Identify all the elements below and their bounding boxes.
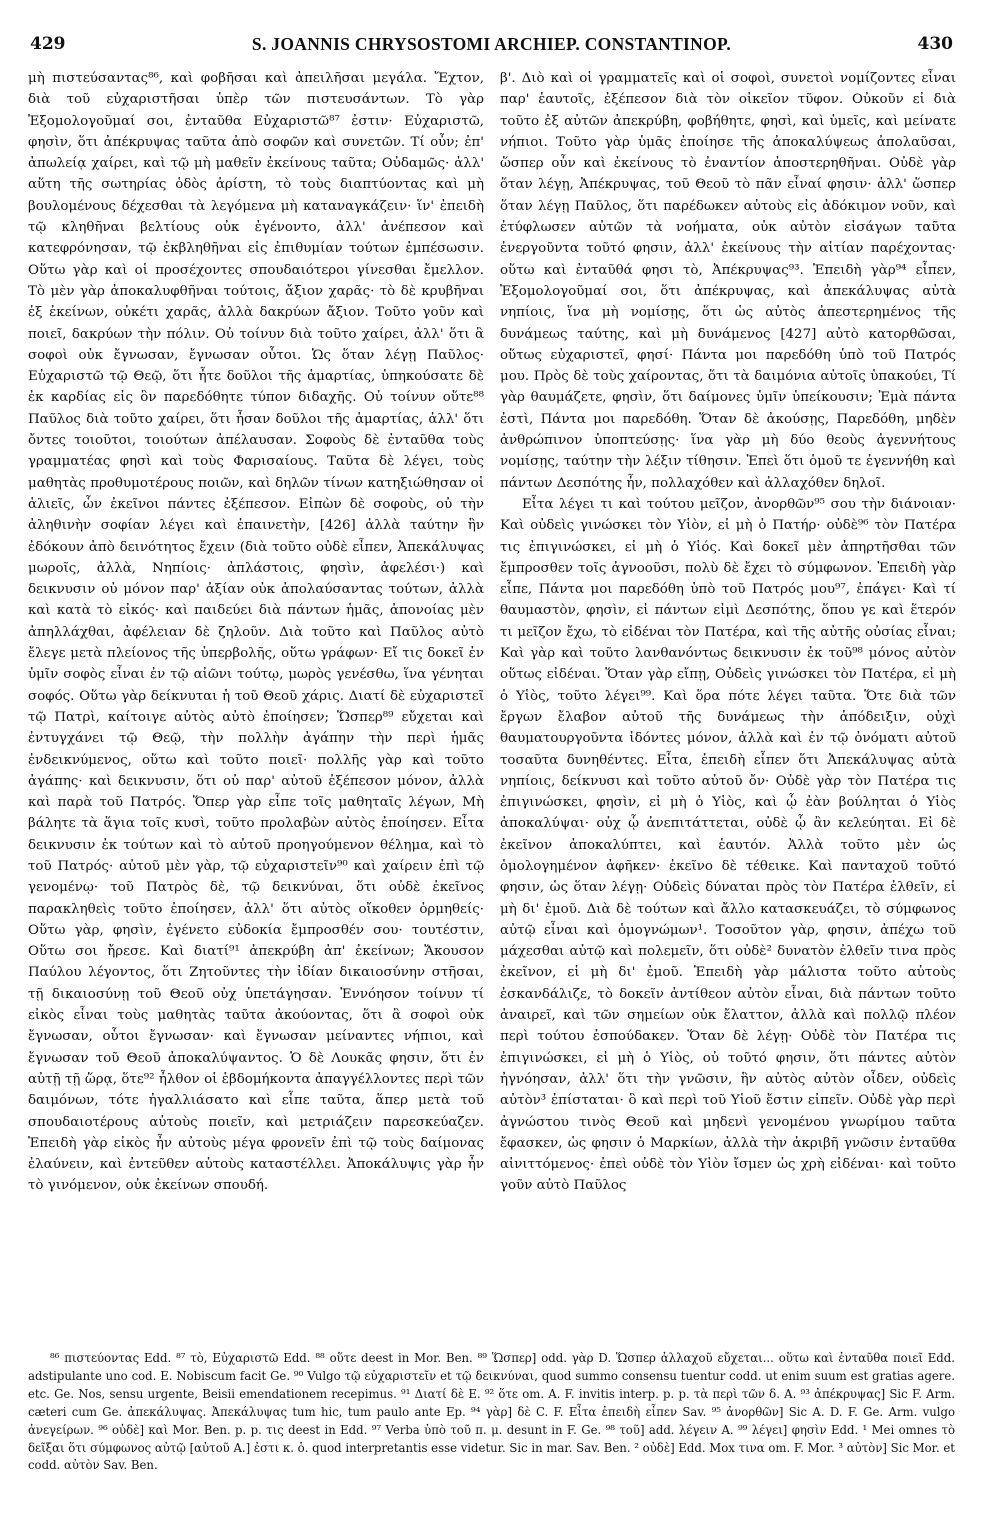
page-number-left: 429 <box>30 34 66 54</box>
page-number-right: 430 <box>917 34 953 54</box>
running-header <box>26 34 957 58</box>
paragraph: μὴ πιστεύσαντας⁸⁶, καὶ φοβῆσαι καὶ ἀπειλῆσαι μεγάλα. Ἔχτον, διὰ τοῦ εὐχαριστῆσαι ὑπὲρ τῶν πιστευσάντων. Τὸ γὰρ Ἐξομολογοῦμαί σοι, ἐνταῦθα Εὐχαριστῶ⁸⁷ ἐστιν· Εὐχαριστῶ, φησὶν, ὅτι ἀπέκρυψας ταῦτα ἀπὸ σοφῶν καὶ συνετῶν. Τί οὖν; ἐπ' ἀπωλείᾳ χαίρει, καὶ τῷ μὴ μαθεῖν ἐκείνους ταῦτα; Οὐδαμῶς· ἀλλ' αὕτη τῆς σωτηρίας ὁδὸς ἀρίστη, τὸ τοὺς διαπτύοντας καὶ μὴ βουλομένους δέχεσθαι τὰ λεγόμενα μὴ καταναγκάζειν· ἵν' ἐπειδὴ τῷ κληθῆναι βελτίους οὐκ ἐγένοντο, ἀλλ' ἀνέπεσον καὶ κατεφρόνησαν, τῷ ἐκβληθῆναι εἰς ἐπιθυμίαν τούτων ἐμπέσωσιν. Οὕτω γὰρ καὶ οἱ προσέχοντες σπουδαιότεροι γίνεσθαι ἔμελλον. Τὸ μὲν γὰρ ἀποκαλυφθῆναι τούτοις, ἄξιον χαρᾶς· τὸ δὲ κρυβῆναι ἐξ ἐκείνων, οὐκέτι χαρᾶς, ἀλλὰ δακρύων ἄξιον. Τοῦτο γοῦν καὶ ποιεῖ, δακρύων τὴν πόλιν. Οὐ τοίνυν διὰ τοῦτο χαίρει, ἀλλ' ὅτι ἃ σοφοὶ οὐκ ἔγνωσαν, ἔγνωσαν οὗτοι. Ὡς ὅταν λέγῃ Παῦλος· Εὐχαριστῶ τῷ Θεῷ, ὅτι ἦτε δοῦλοι τῆς ἁμαρτίας, ὑπηκούσατε δὲ ἐκ καρδίας εἰς ὃν παρεδόθητε τύπον διδαχῆς. Οὐ τοίνυν οὕτε⁸⁸ Παῦλος διὰ τοῦτο χαίρει, ὅτι ἦσαν δοῦλοι τῆς ἁμαρτίας, ἀλλ' ὅτι ὄντες τοιοῦτοι, τοιούτων ἀπέλαυσαν. Σοφοὺς δὲ ἐνταῦθα τοὺς γραμματέας φησὶ καὶ τοὺς Φαρισαίους. Ταῦτα δὲ λέγει, τοὺς μαθητὰς προθυμοτέρους ποιῶν, καὶ δηλῶν τίνων κατηξιώθησαν οἱ ἁλιεῖς, ὧν ἐκεῖνοι πάντες ἐξέπεσον. Εἰπὼν δὲ σοφοὺς, οὐ τὴν ἀληθινὴν σοφίαν λέγει καὶ ἐπαινετὴν, [426] ἀλλὰ ταύτην ἣν ἐδόκουν ἀπὸ δεινότητος ἔχειν (διὰ τοῦτο οὐδὲ εἶπεν, Ἀπεκάλυψας μωροῖς, ἀλλὰ, Νηπίοις· ἀπλάστοις, φησὶν, ἀφελέσι·) καὶ δεικνυσιν οὐ μόνον παρ' ἀξίαν οὐκ ἀπολαύσαντας τούτων, ἀλλὰ καὶ κατὰ τὸ εἰκός· καὶ παιδεύει διὰ πάντων ἡμᾶς, ἀπονοίας μὲν ἀπηλλάχθαι, ἀφέλειαν δὲ ζηλοῦν. Διὰ τοῦτο καὶ Παῦλος αὐτὸ ἔλεγε μετὰ πλείονος τῆς ὑπερβολῆς, οὕτω γράφων· Εἴ τις δοκεῖ ἐν ὑμῖν σοφὸς εἶναι ἐν τῷ αἰῶνι τούτῳ, μωρὸς γενέσθω, ἵνα γένηται σοφός. Οὕτω γὰρ δείκνυται ἡ τοῦ Θεοῦ χάρις. Διατί δὲ εὐχαριστεῖ τῷ Πατρὶ, καίτοιγε αὐτὸς αὐτὸ ἐποίησεν; Ὥσπερ⁸⁹ εὔχεται καὶ ἐντυγχάνει τῷ Θεῷ, τὴν πολλὴν ἀγάπην τὴν περὶ ἡμᾶς ἐνδεικνύμενος, οὕτω καὶ τοῦτο ποιεῖ· πολλῆς γὰρ καὶ τοῦτο ἀγάπης· καὶ δεικνυσιν, ὅτι οὐ παρ' αὐτοῦ ἐξέπεσον μόνον, ἀλλὰ καὶ παρὰ τοῦ Πατρός. Ὅπερ γὰρ εἶπε τοῖς μαθηταῖς λέγων, Μὴ βάλητε τὰ ἅγια τοῖς κυσὶ, τοῦτο προλαβὼν αὐτὸς ἐποίησεν. Εἶτα δεικνυσιν ἐκ τούτων καὶ τὸ αὐτοῦ προηγούμενον θέλημα, καὶ τὸ τοῦ Πατρός· αὐτοῦ μὲν γὰρ, τῷ εὐχαριστεῖν⁹⁰ καὶ χαίρειν ἐπὶ τῷ γενομένῳ· τοῦ Πατρὸς δὲ, τῷ δεικνύναι, ὅτι οὐδὲ ἐκεῖνος παρακληθεὶς τοῦτο ἐποίησεν, ἀλλ' ὅτι αὐτὸς οἴκοθεν ὁρμηθείς· Οὕτω γὰρ, φησὶν, ἐγένετο εὐδοκία ἔμπροσθέν σου· τουτέστιν, Οὕτω σοι ἤρεσε. Καὶ διατί⁹¹ ἀπεκρύβη ἀπ' ἐκείνων; Ἄκουσον Παύλου λέγοντος, ὅτι Ζητοῦντες τὴν ἰδίαν δικαιοσύνην στῆσαι, τῇ δικαιοσύνῃ τοῦ Θεοῦ οὐχ ὑπετάγησαν. Ἐννόησον τοίνυν τί εἰκὸς εἶναι τοὺς μαθητὰς ταῦτα ἀκούοντας, ὅτι ἃ σοφοὶ οὐκ ἔγνωσαν, οὗτοι ἔγνωσαν· καὶ ἔγνωσαν μείναντες νήπιοι, καὶ ἔγνωσαν τοῦ Θεοῦ ἀποκαλύψαντος. Ὁ δὲ Λουκᾶς φησιν, ὅτι ἐν αὐτῇ τῇ ὥρᾳ, ὅτε⁹² ἦλθον οἱ ἑβδομήκοντα ἀπαγγέλλοντες περὶ τῶν δαιμόνων, τότε ἠγαλλιάσατο καὶ εἶπε ταῦτα, ἅπερ μετὰ τοῦ σπουδαιοτέρους αὐτοὺς ποιεῖν, καὶ μετριάζειν παρεσκεύαζεν. Ἐπειδὴ γὰρ εἰκὸς ἦν αὐτοὺς μέγα φρονεῖν ἐπὶ τῷ τοὺς δαίμονας ἐλαύνειν, καὶ ἐντεῦθεν αὐτοὺς καταστέλλει. Ἀποκάλυψις γὰρ ἦν τὸ γινόμενον, οὐκ ἐκείνων σπουδή. <box>28 71 484 1194</box>
footnote-block: ⁸⁶ πιστεύοντας Edd. ⁸⁷ τὸ, Εὐχαριστῶ Edd. ⁸⁸ οὕτε deest in Mor. Ben. ⁸⁹ Ὥσπερ] odd. γὰρ D. Ὥσπερ ἀλλαχοῦ εὔχεται... οὕτω καὶ ἐνταῦθα ποιεῖ Edd. adstipulante uno cod. E. Nobiscum facit Ge. ⁹⁰ Vulgo τῷ εὐχαριστεῖν et τῷ δεικνύναι, quod summo consensu tuentur codd. ut enim suum est gratias agere. etc. Ge. Nos, sensu urgente, Beisii emendationem recepimus. ⁹¹ Διατί δὲ E. ⁹² ὅτε om. A. F. invitis interp. p. p. τὰ περὶ τῶν δ. A. ⁹³ ἀπέκρυψας] Sic F. Arm. cæteri cum Ge. ἀπεκάλυψας. Ἀπεκάλυψας tum hic, tum paulo ante Ep. ⁹⁴ γὰρ] δὲ C. F. Εἶτα ἐπειδὴ εἶπεν Sav. ⁹⁵ ἀνορθῶν] Sic A. D. F. Ge. Arm. vulgo ἀνεγείρων. ⁹⁶ οὐδὲ] καὶ Mor. Ben. p. p. τις deest in Edd. ⁹⁷ Verba ὑπὸ τοῦ π. μ. desunt in F. Ge. ⁹⁸ τοῦ] add. λέγειν A. ⁹⁹ λέγει] φησὶν Edd. ¹ Mei omnes τὸ δεῖξαι ὅτι σύμφωνος αὐτῷ [αὐτοῦ A.] ἐστι κ. ὁ. quod interpretantis esse videtur. Sic in mar. Sav. Ben. ² οὐδὲ] Edd. Mox τινα om. F. Mor. ³ αὐτὸν] Sic Mor. et codd. αὐτὸν Sav. Ben. <box>28 1351 955 1473</box>
footnotes <box>28 1350 955 1530</box>
paragraph: Εἶτα λέγει τι καὶ τούτου μεῖζον, ἀνορθῶν⁹⁵ σου τὴν διάνοιαν· Καὶ οὐδεὶς γινώσκει τὸν Υἱὸν, εἰ μὴ ὁ Πατήρ· οὐδὲ⁹⁶ τὸν Πατέρα τις ἐπιγινώσκει, εἰ μὴ ὁ Υἱός. Καὶ δοκεῖ μὲν ἀπηρτῆσθαι τῶν ἔμπροσθεν τοῖς ἀγνοοῦσι, πολὺ δὲ ἔχει τὸ σύμφωνον. Ἐπειδὴ γὰρ εἶπε, Πάντα μοι παρεδόθη ὑπὸ τοῦ Πατρός μου⁹⁷, ἐπάγει· Καὶ τί θαυμαστὸν, φησὶν, εἰ πάντων εἰμὶ Δεσπότης, ὅπου γε καὶ ἕτερόν τι μεῖζον ἔχω, τὸ εἰδέναι τὸν Πατέρα, καὶ τῆς αὐτῆς οὐσίας εἶναι; Καὶ γὰρ καὶ τοῦτο λανθανόντως δεικνυσιν ἐκ τοῦ⁹⁸ μόνος αὐτὸν οὕτως εἰδέναι. Ὅταν γὰρ εἴπῃ, Οὐδεὶς γινώσκει τὸν Πατέρα, εἰ μὴ ὁ Υἱὸς, τοῦτο λέγει⁹⁹. Καὶ ὅρα πότε λέγει ταῦτα. Ὅτε διὰ τῶν ἔργων ἔλαβον αὐτοῦ τῆς δυνάμεως τὴν ἀπόδειξιν, οὐχὶ θαυματουργοῦντα ἰδόντες μόνον, ἀλλὰ καὶ ἐν τῷ ὀνόματι αὐτοῦ τοσαῦτα δυνηθέντες. Εἶτα, ἐπειδὴ εἶπεν ὅτι Ἀπεκάλυψας αὐτὰ νηπίοις, δείκνυσι καὶ τοῦτο αὐτοῦ ὄν· Οὐδὲ γὰρ τὸν Πατέρα τις ἐπιγινώσκει, φησὶν, εἰ μὴ ὁ Υἱὸς, καὶ ᾧ ἐὰν βούληται ὁ Υἱὸς ἀποκαλύψαι· οὐχ ᾧ ἀνεπιτάττεται, οὐδὲ ᾧ ἂν κελεύηται. Εἰ δὲ ἐκεῖνον ἀποκαλύπτει, καὶ ἑαυτόν. Ἀλλὰ τοῦτο μὲν ὡς ὁμολογημένον ἀφῆκεν· ἐκεῖνο δὲ τέθεικε. Καὶ πανταχοῦ τοῦτό φησιν, ὡς ὅταν λέγῃ· Οὐδεὶς δύναται πρὸς τὸν Πατέρα ἐλθεῖν, εἰ μὴ δι' ἐμοῦ. Διὰ δὲ τούτων καὶ ἄλλο κατασκευάζει, τὸ σύμφωνος αὐτῷ εἶναι καὶ ὁμογνώμων¹. Τοσοῦτον γὰρ, φησιν, ἀπέχω τοῦ μάχεσθαι αὐτῷ καὶ πολεμεῖν, ὅτι οὐδὲ² δυνατὸν ἐλθεῖν τινα πρὸς ἐκεῖνον, εἰ μὴ δι' ἐμοῦ. Ἐπειδὴ γὰρ μάλιστα τοῦτο αὐτοὺς ἐσκανδάλιζε, τὸ δοκεῖν ἀντίθεον αὐτὸν εἶναι, διὰ πάντων τοῦτο ἀναιρεῖ, καὶ τῶν σημείων οὐκ ἔλαττον, ἀλλὰ καὶ πολλῷ πλέον περὶ τούτου ἐσπούδακεν. Ὅταν δὲ λέγῃ· Οὐδὲ τὸν Πατέρα τις ἐπιγινώσκει, εἰ μὴ ὁ Υἱὸς, οὐ τοῦτό φησιν, ὅτι πάντες αὐτὸν ἠγνόησαν, ἀλλ' ὅτι τὴν γνῶσιν, ἣν αὐτὸς αὐτὸν οἶδεν, οὐδεὶς αὐτὸν³ ἐπίσταται· ὃ καὶ περὶ τοῦ Υἱοῦ ἔστιν εἰπεῖν. Οὐδὲ γὰρ περὶ ἀγνώστου τινὸς Θεοῦ καὶ μηδενὶ γενομένου γνωρίμου ταῦτα ἔφασκεν, ὡς φησιν ὁ Μαρκίων, ἀλλὰ τὴν ἀκριβῆ γνῶσιν ἐνταῦθα αἰνιττόμενος· ἐπεὶ οὐδὲ τὸν Υἱὸν ἴσμεν ὡς χρὴ εἰδέναι· καὶ τοῦτο γοῦν αὐτὸ Παῦλος <box>500 496 956 1194</box>
paragraph: β'. Διὸ καὶ οἱ γραμματεῖς καὶ οἱ σοφοὶ, συνετοὶ νομίζοντες εἶναι παρ' ἑαυτοῖς, ἐξέπεσον διὰ τὸν οἰκεῖον τῦφον. Οὐκοῦν εἰ διὰ τοῦτο ἐξ αὐτῶν ἀπεκρύβη, φοβήθητε, φησὶ, καὶ ὑμεῖς, καὶ μείνατε νήπιοι. Τοῦτο γὰρ ὑμᾶς ἐποίησε τῆς ἀποκαλύψεως ἀπολαῦσαι, ὥσπερ οὖν καὶ ἐκείνους τὸ ἐναντίον ἀποστερηθῆναι. Οὐδὲ γὰρ ὅταν λέγῃ, Ἀπέκρυψας, τοῦ Θεοῦ τὸ πᾶν εἶναί φησιν· ἀλλ' ὥσπερ ὅταν λέγῃ Παῦλος, ὅτι παρέδωκεν αὐτοὺς εἰς ἀδόκιμον νοῦν, καὶ ἐτύφλωσεν αὐτῶν τὰ νοήματα, οὐκ αὐτὸν εἰσάγων ταῦτα ἐνεργοῦντα τοῦτό φησιν, ἀλλ' ἐκείνους τὴν αἰτίαν παρέχοντας· οὕτω καὶ ἐνταῦθά φησι τὸ, Ἀπέκρυψας⁹³. Ἐπειδὴ γὰρ⁹⁴ εἶπεν, Ἐξομολογοῦμαί σοι, ὅτι ἀπέκρυψας, καὶ ἀπεκάλυψας αὐτὰ νηπίοις, ἵνα μὴ νομίσῃς, ὅτι ὡς αὐτὸς ἀπεστερημένος τῆς δυνάμεως ταύτης, καὶ μὴ δυνάμενος [427] αὐτὸ κατορθῶσαι, οὕτως εὐχαριστεῖ, φησί· Πάντα μοι παρεδόθη ὑπὸ τοῦ Πατρός μου. Πρὸς δὲ τοὺς χαίροντας, ὅτι τὰ δαιμόνια αὐτοῖς ὑπακούει, Τί γὰρ θαυμάζετε, φησὶν, ὅτι δαίμονες ὑμῖν ὑπείκουσιν; Ἐμὰ πάντα ἐστὶ, Πάντα μοι παρεδόθη. Ὅταν δὲ ἀκούσῃς, Παρεδόθη, μηδὲν ἀνθρώπινον ὑποπτεύσῃς· ἵνα γὰρ μὴ δύο θεοὺς ἀγεννήτους νομίσῃς, ταύτην τὴν λέξιν τίθησιν. Ἐπεὶ ὅτι ὁμοῦ τε ἐγεννήθη καὶ πάντων Δεσπότης ἦν, πολλαχόθεν καὶ ἀλλαχόθεν δηλοῖ. <box>500 71 956 491</box>
right-text-column <box>500 68 956 1340</box>
running-title: S. JOANNIS CHRYSOSTOMI ARCHIEP. CONSTANTINOP. <box>251 34 732 54</box>
left-text-column <box>28 68 484 1340</box>
